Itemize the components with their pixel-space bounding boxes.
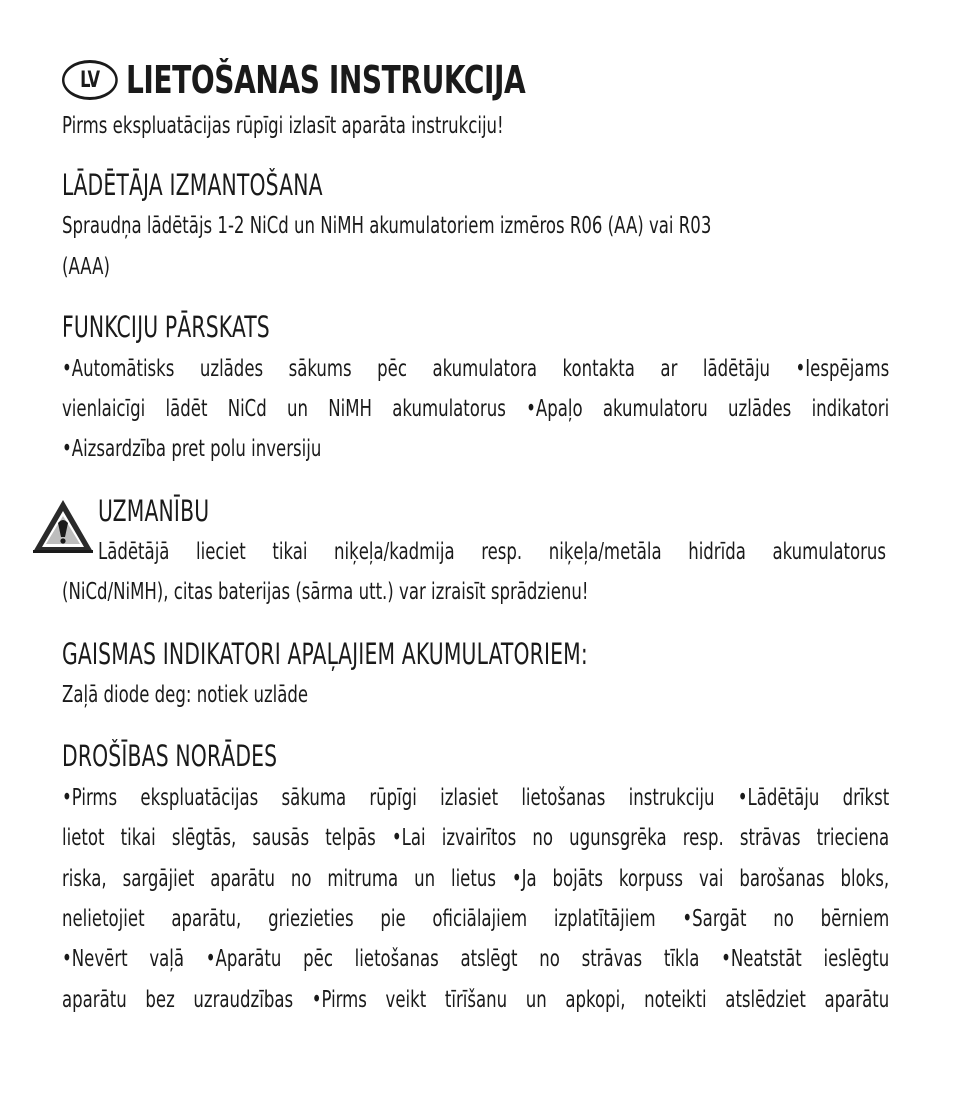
safety-line-2: lietot tikai slēgtās, sausās telpās •Lai izvairītos no ugunsgrēka resp. strāvas trieciena [62,825,890,851]
usage-heading: LĀDĒTĀJA IZMANTOŠANA [62,168,323,202]
caution-line-1: Lādētājā lieciet tikai niķeļa/kadmija resp. niķeļa/metāla hidrīda akumulatorus [98,539,886,565]
safety-line-4: nelietojiet aparātu, griezieties pie oficiālajiem izplatītājiem •Sargāt no bērniem [62,906,890,932]
safety-line-6: aparātu bez uzraudzības •Pirms veikt tīrīšanu un apkopi, noteikti atslēdziet aparātu [62,987,890,1013]
page-title [62,58,525,102]
overview-line-3: •Aizsardzība pret polu inversiju [62,436,322,462]
overview-line-1: •Automātisks uzlādes sākums pēc akumulatora kontakta ar lādētāju •Iespējams [62,356,890,382]
page-title-text: LIETOŠANAS INSTRUKCIJA [125,58,526,102]
caution-line-2: (NiCd/NiMH), citas baterijas (sārma utt.) var izraisīt sprādzienu! [62,579,589,605]
indicators-line-1: Zaļā diode deg: notiek uzlāde [62,682,309,708]
usage-line-2: (AAA) [62,254,110,280]
safety-line-1: •Pirms ekspluatācijas sākuma rūpīgi izlasiet lietošanas instrukciju •Lādētāju drīkst [62,785,890,811]
safety-line-5: •Nevērt vaļā •Aparātu pēc lietošanas atslēgt no strāvas tīkla •Neatstāt ieslēgtu [62,946,890,972]
language-badge: LV [62,60,118,100]
indicators-heading: GAISMAS INDIKATORI APAĻAJIEM AKUMULATORIEM: [62,637,588,671]
overview-line-2: vienlaicīgi lādēt NiCd un NiMH akumulatorus •Apaļo akumulatoru uzlādes indikatori [62,396,890,422]
safety-heading: DROŠĪBAS NORĀDES [62,739,278,773]
usage-line-1: Spraudņa lādētājs 1-2 NiCd un NiMH akumulatoriem izmēros R06 (AA) vai R03 [62,213,712,239]
safety-line-3: riska, sargājiet aparātu no mitruma un lietus •Ja bojāts korpuss vai barošanas bloks, [62,866,890,892]
page-subtitle: Pirms ekspluatācijas rūpīgi izlasīt aparāta instrukciju! [62,113,504,139]
warning-triangle-icon [30,497,96,555]
overview-heading: FUNKCIJU PĀRSKATS [62,310,270,344]
caution-heading: UZMANĪBU [98,494,210,528]
